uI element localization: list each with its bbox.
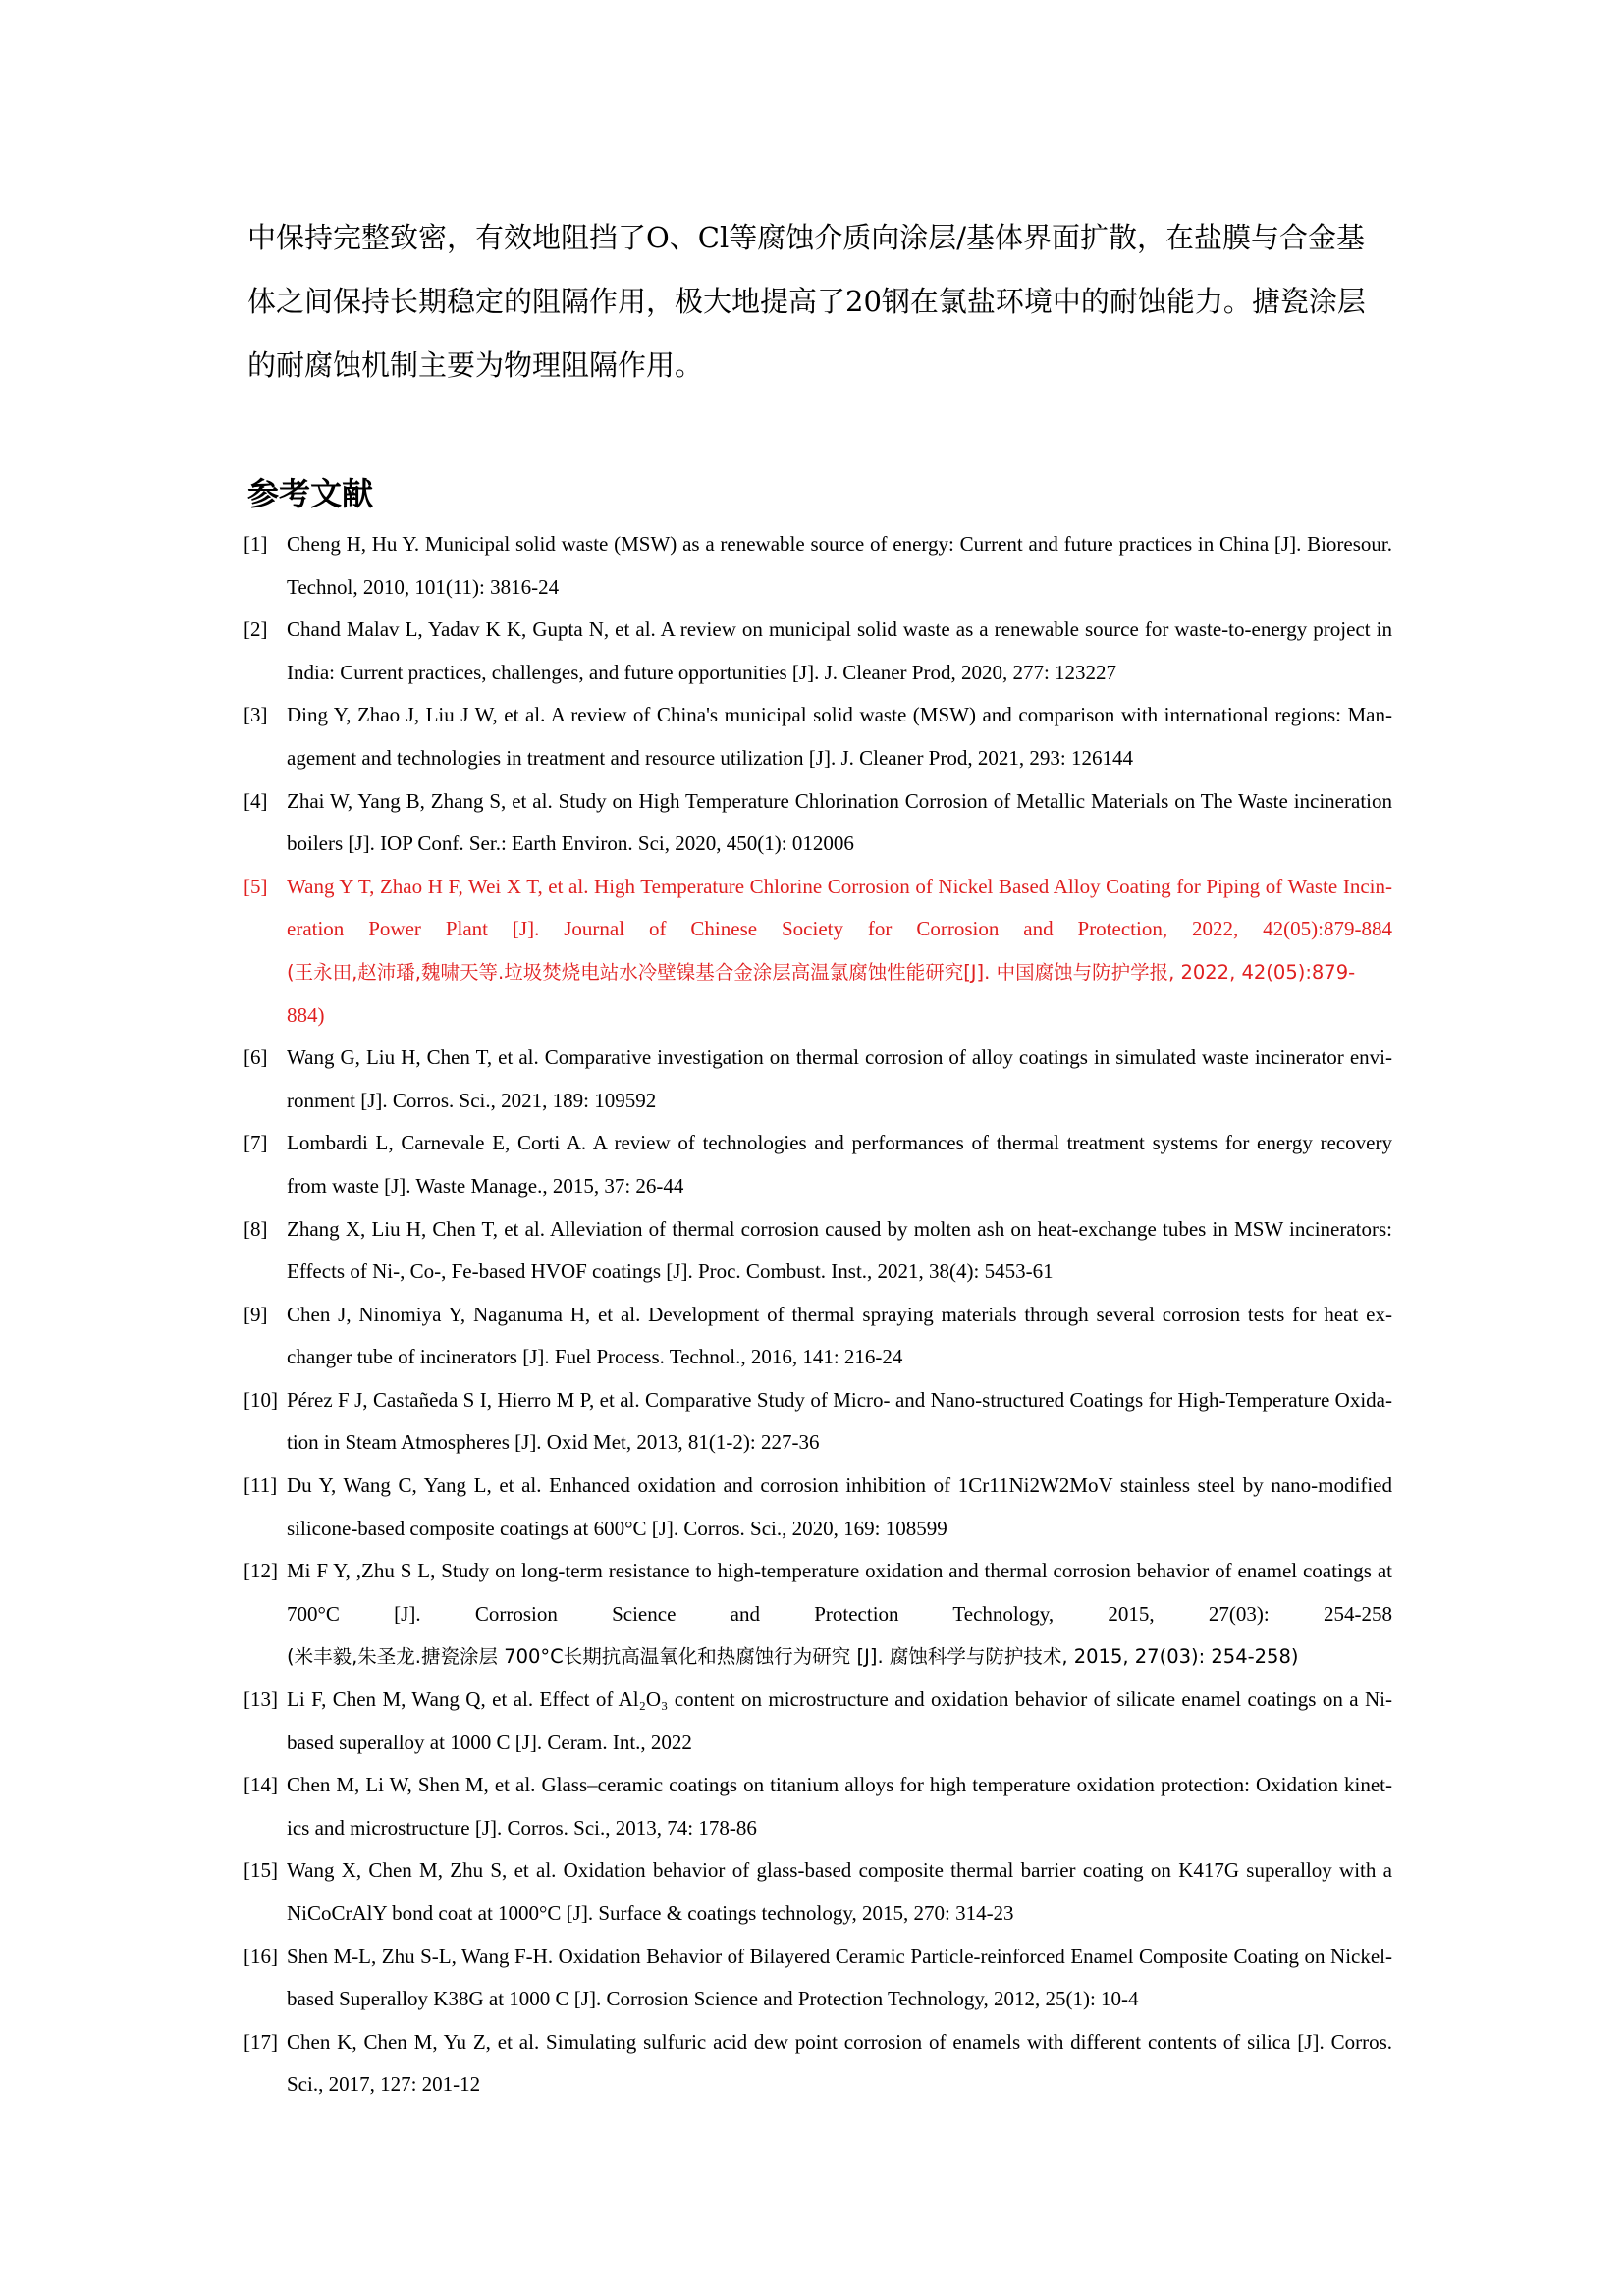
reference-number: [5]: [244, 874, 268, 898]
reference-number: [10]: [244, 1387, 278, 1412]
reference-text: [287, 1764, 1392, 1849]
reference-line: Zhai W, Yang B, Zhang S, et al. Study on High Temperature Chlorination Corrosion of Metallic Materials on The Waste incineration: [287, 788, 1392, 813]
reference-text: [287, 1379, 1392, 1465]
reference-item: [244, 866, 1392, 1037]
reference-line: (米丰毅,朱圣龙.搪瓷涂层 700°C长期抗高温氧化和热腐蚀行为研究 [J]. 腐蚀科学与防护技术, 2015, 27(03): 254-258): [287, 1645, 1299, 1669]
reference-line: ics and microstructure [J]. Corros. Sci., 2013, 74: 178-86: [287, 1815, 757, 1840]
reference-line: tion in Steam Atmospheres [J]. Oxid Met, 2013, 81(1-2): 227-36: [287, 1430, 820, 1455]
reference-line: Zhang X, Liu H, Chen T, et al. Alleviation of thermal corrosion caused by molten ash on heat-exchange tubes in MSW incinerators:: [287, 1216, 1392, 1241]
reference-item: [244, 1465, 1392, 1550]
reference-text: [287, 523, 1392, 609]
conclusion-paragraph: [247, 206, 1394, 398]
reference-text: [287, 1122, 1392, 1207]
reference-item: [244, 1122, 1392, 1207]
reference-line: Chen J, Ninomiya Y, Naganuma H, et al. Development of thermal spraying materials through several corrosion tests for heat ex-: [287, 1302, 1392, 1326]
reference-line: Li F, Chen M, Wang Q, et al. Effect of Al₂O₃ content on microstructure and oxidation behavior of silicate enamel coatings on a Ni-: [287, 1687, 1392, 1712]
reference-item: [244, 1379, 1392, 1465]
reference-line: Wang G, Liu H, Chen T, et al. Comparative investigation on thermal corrosion of alloy coatings in simulated waste incinerator envi-: [287, 1045, 1392, 1070]
reference-number: [12]: [244, 1559, 278, 1583]
reference-line: ronment [J]. Corros. Sci., 2021, 189: 109592: [287, 1088, 657, 1112]
reference-item: [244, 523, 1392, 609]
paragraph-line: 的耐腐蚀机制主要为物理阻隔作用。: [247, 348, 704, 382]
paragraph-line: 中保持完整致密，有效地阻挡了O、Cl等腐蚀介质向涂层/基体界面扩散，在盐膜与合金基: [247, 221, 1366, 254]
reference-text: [287, 1550, 1392, 1679]
reference-text: [287, 1849, 1392, 1935]
reference-item: [244, 1208, 1392, 1294]
reference-line: 700°C [J]. Corrosion Science and Protection Technology, 2015, 27(03): 254-258: [287, 1601, 1392, 1626]
reference-line: Du Y, Wang C, Yang L, et al. Enhanced oxidation and corrosion inhibition of 1Cr11Ni2W2MoV stainless steel by nano-modified: [287, 1473, 1392, 1498]
reference-text: [287, 609, 1392, 694]
reference-item: [244, 1936, 1392, 2021]
references-heading: 参考文献: [247, 475, 374, 512]
reference-number: [13]: [244, 1687, 278, 1712]
reference-number: [8]: [244, 1216, 268, 1241]
reference-number: [9]: [244, 1302, 268, 1326]
reference-text: [287, 1294, 1392, 1379]
reference-line: India: Current practices, challenges, and future opportunities [J]. J. Cleaner Prod, 2020, 277: 123227: [287, 660, 1117, 684]
reference-line: boilers [J]. IOP Conf. Ser.: Earth Environ. Sci, 2020, 450(1): 012006: [287, 831, 854, 856]
reference-text: [287, 1037, 1392, 1122]
reference-line: Chen K, Chen M, Yu Z, et al. Simulating sulfuric acid dew point corrosion of enamels with different contents of silica [J]. Corros.: [287, 2029, 1392, 2054]
reference-number: [2]: [244, 617, 268, 642]
reference-number: [11]: [244, 1473, 278, 1498]
reference-list: [244, 523, 1392, 2107]
reference-line: (王永田,赵沛璠,魏啸天等.垃圾焚烧电站水冷壁镍基合金涂层高温氯腐蚀性能研究[J]. 中国腐蚀与防护学报, 2022, 42(05):879-: [287, 960, 1356, 984]
reference-line: 884): [287, 1002, 325, 1027]
reference-text: [287, 1936, 1392, 2021]
reference-item: [244, 1550, 1392, 1679]
reference-line: based Superalloy K38G at 1000 C [J]. Corrosion Science and Protection Technology, 2012, 25(1): 10-4: [287, 1987, 1139, 2011]
reference-line: silicone-based composite coatings at 600°C [J]. Corros. Sci., 2020, 169: 108599: [287, 1516, 947, 1540]
reference-line: NiCoCrAlY bond coat at 1000°C [J]. Surface & coatings technology, 2015, 270: 314-23: [287, 1901, 1014, 1925]
reference-number: [1]: [244, 532, 268, 556]
reference-line: Technol, 2010, 101(11): 3816-24: [287, 574, 560, 599]
reference-number: [15]: [244, 1858, 278, 1883]
reference-number: [16]: [244, 1944, 278, 1968]
reference-line: Ding Y, Zhao J, Liu J W, et al. A review of China's municipal solid waste (MSW) and comparison with international regions: Man-: [287, 703, 1392, 727]
reference-text: [287, 1679, 1392, 1764]
reference-line: Mi F Y, ,Zhu S L, Study on long-term resistance to high-temperature oxidation and thermal corrosion behavior of enamel coatings at: [287, 1559, 1392, 1583]
reference-line: Cheng H, Hu Y. Municipal solid waste (MSW) as a renewable source of energy: Current and future practices in China [J]. Bioresour.: [287, 532, 1392, 556]
reference-item: [244, 780, 1392, 866]
reference-item: [244, 1294, 1392, 1379]
reference-line: Effects of Ni-, Co-, Fe-based HVOF coatings [J]. Proc. Combust. Inst., 2021, 38(4): 5453-61: [287, 1259, 1054, 1284]
paragraph-line: 体之间保持长期稳定的阻隔作用，极大地提高了20钢在氯盐环境中的耐蚀能力。搪瓷涂层: [247, 285, 1366, 318]
reference-item: [244, 1679, 1392, 1764]
reference-line: based superalloy at 1000 C [J]. Ceram. Int., 2022: [287, 1730, 692, 1754]
reference-text: [287, 694, 1392, 779]
reference-line: Lombardi L, Carnevale E, Corti A. A review of technologies and performances of thermal treatment systems for energy recovery: [287, 1131, 1392, 1155]
reference-line: Wang Y T, Zhao H F, Wei X T, et al. High Temperature Chlorine Corrosion of Nickel Based Alloy Coating for Piping of Waste Incin-: [287, 874, 1392, 898]
reference-line: agement and technologies in treatment and resource utilization [J]. J. Cleaner Prod, 2021, 293: 126144: [287, 745, 1133, 770]
reference-line: from waste [J]. Waste Manage., 2015, 37: 26-44: [287, 1173, 684, 1198]
reference-line: Chand Malav L, Yadav K K, Gupta N, et al. A review on municipal solid waste as a renewable source for waste-to-energy project in: [287, 617, 1392, 642]
reference-item: [244, 1037, 1392, 1122]
reference-item: [244, 1764, 1392, 1849]
reference-item: [244, 2021, 1392, 2107]
reference-text: [287, 2021, 1392, 2107]
reference-line: changer tube of incinerators [J]. Fuel Process. Technol., 2016, 141: 216-24: [287, 1345, 903, 1369]
reference-number: [17]: [244, 2029, 278, 2054]
reference-text: [287, 1465, 1392, 1550]
reference-item: [244, 1849, 1392, 1935]
reference-item: [244, 609, 1392, 694]
reference-number: [6]: [244, 1045, 268, 1070]
reference-line: Pérez F J, Castañeda S I, Hierro M P, et al. Comparative Study of Micro- and Nano-structured Coatings for High-Temperature Oxida-: [287, 1387, 1392, 1412]
reference-item: [244, 694, 1392, 779]
reference-number: [4]: [244, 788, 268, 813]
reference-line: Wang X, Chen M, Zhu S, et al. Oxidation behavior of glass-based composite thermal barrier coating on K417G superalloy with a: [287, 1858, 1392, 1883]
reference-text: [287, 1208, 1392, 1294]
reference-line: Sci., 2017, 127: 201-12: [287, 2072, 481, 2097]
reference-text: [287, 866, 1392, 1037]
reference-line: Chen M, Li W, Shen M, et al. Glass–ceramic coatings on titanium alloys for high temperature oxidation protection: Oxidation kinet-: [287, 1773, 1392, 1797]
reference-number: [14]: [244, 1773, 278, 1797]
reference-line: eration Power Plant [J]. Journal of Chinese Society for Corrosion and Protection, 2022, 42(05):879-884: [287, 917, 1392, 941]
reference-number: [3]: [244, 703, 268, 727]
reference-text: [287, 780, 1392, 866]
reference-line: Shen M-L, Zhu S-L, Wang F-H. Oxidation Behavior of Bilayered Ceramic Particle-reinforced Enamel Composite Coating on Nickel-: [287, 1944, 1392, 1968]
reference-number: [7]: [244, 1131, 268, 1155]
